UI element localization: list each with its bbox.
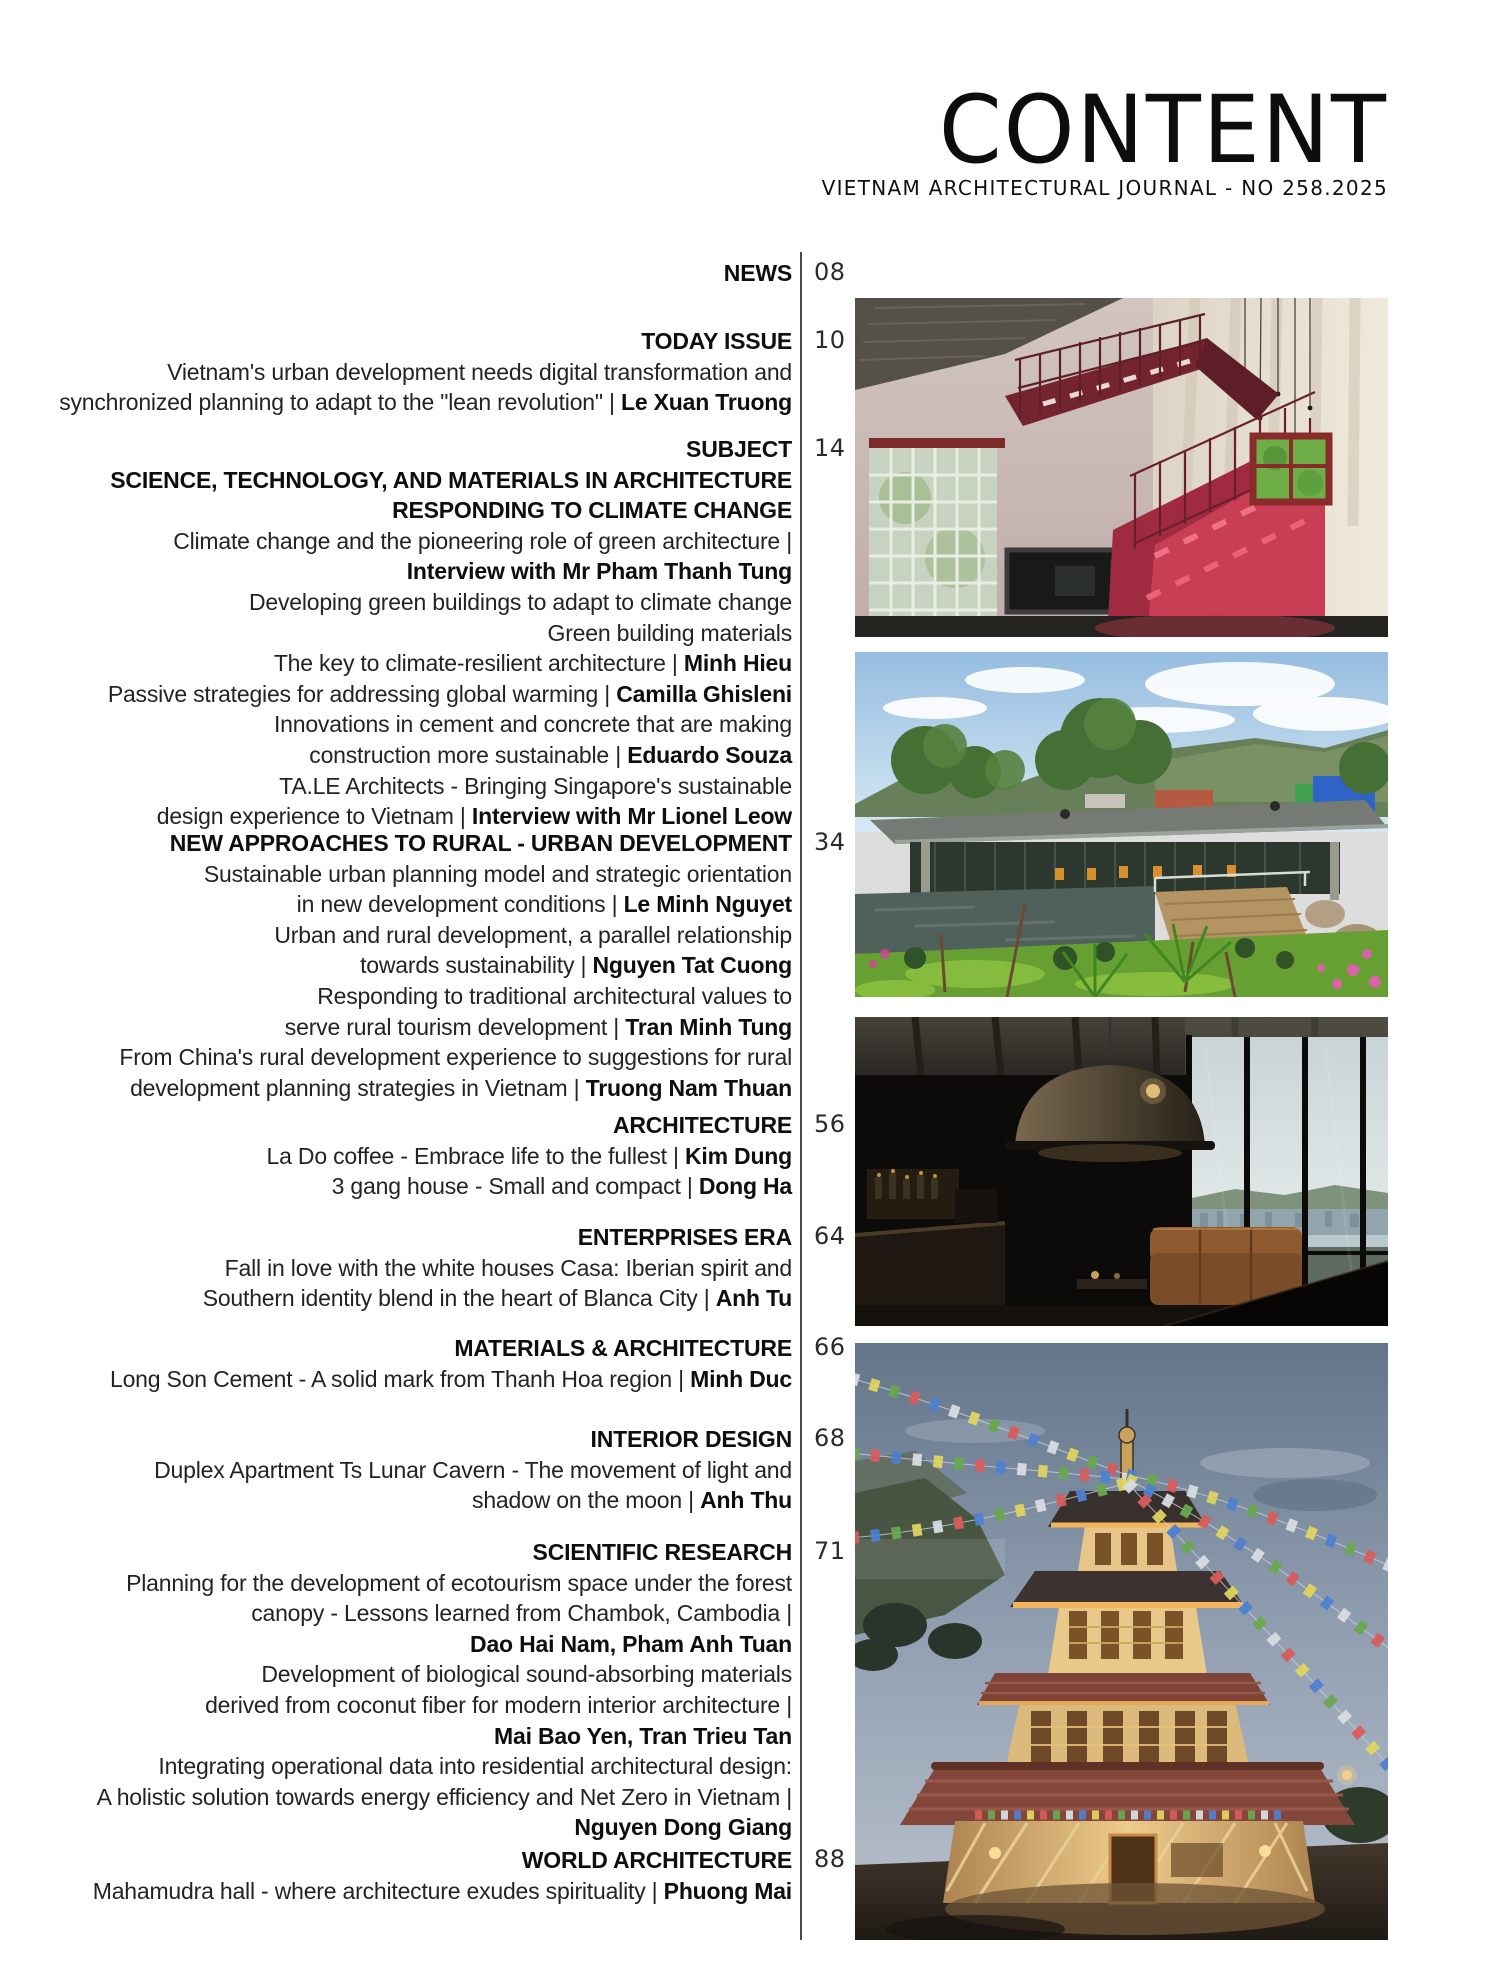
loft-illustration	[855, 1017, 1388, 1326]
toc-line: TA.LE Architects - Bringing Singapore's sustainable	[279, 772, 792, 799]
section-title: NEWS	[723, 260, 792, 286]
toc-line: canopy - Lessons learned from Chambok, Cambodia |	[251, 1600, 792, 1627]
toc-line: Passive strategies for addressing global warming | Camilla Ghisleni	[107, 680, 792, 707]
toc-line: Mahamudra hall - where architecture exudes spirituality | Phuong Mai	[92, 1877, 792, 1904]
photo-green-roof-pavilion	[855, 652, 1388, 997]
vertical-divider	[800, 252, 802, 1940]
section-title: INTERIOR DESIGN	[590, 1426, 792, 1452]
toc-section-interior-design	[40, 1424, 792, 1516]
toc-line: Nguyen Dong Giang	[574, 1814, 792, 1841]
page-number: 34	[814, 828, 846, 856]
toc-section-scientific-research	[40, 1537, 792, 1843]
toc-line: shadow on the moon | Anh Thu	[472, 1487, 792, 1514]
page-number: 56	[814, 1110, 846, 1138]
toc-line: Long Son Cement - A solid mark from Thanh Hoa region | Minh Duc	[110, 1365, 792, 1392]
journal-subtitle: VIETNAM ARCHITECTURAL JOURNAL - NO 258.2025	[821, 176, 1388, 200]
section-title: SUBJECT	[686, 436, 792, 462]
toc-line: Vietnam's urban development needs digital transformation and	[167, 358, 792, 385]
toc-line: Sustainable urban planning model and strategic orientation	[203, 860, 792, 887]
toc-line: Green building materials	[547, 619, 792, 646]
page-number: 64	[814, 1222, 846, 1250]
toc-section-materials-architecture	[40, 1333, 792, 1394]
toc-line: Interview with Mr Pham Thanh Tung	[406, 558, 792, 585]
toc-section-architecture	[40, 1110, 792, 1202]
toc-line: Planning for the development of ecotourism space under the forest	[126, 1569, 792, 1596]
toc-line: development planning strategies in Vietnam | Truong Nam Thuan	[130, 1074, 792, 1101]
toc-line: Fall in love with the white houses Casa: Iberian spirit and	[224, 1254, 792, 1281]
toc-line: Innovations in cement and concrete that are making	[273, 711, 792, 738]
page-number: 66	[814, 1333, 846, 1361]
toc-section-enterprises-era	[40, 1222, 792, 1314]
photo-red-staircase-interior	[855, 298, 1388, 637]
section-title: ARCHITECTURE	[612, 1112, 792, 1138]
toc-line: in new development conditions | Le Minh Nguyet	[296, 891, 792, 918]
toc-line: construction more sustainable | Eduardo Souza	[309, 741, 792, 768]
toc-line: serve rural tourism development | Tran Minh Tung	[284, 1013, 792, 1040]
photo-dark-loft-interior	[855, 1017, 1388, 1326]
section-title: NEW APPROACHES TO RURAL - URBAN DEVELOPMENT	[169, 830, 792, 856]
section-title: TODAY ISSUE	[641, 328, 792, 354]
staircase-illustration	[855, 298, 1388, 637]
toc-section-world-architecture	[40, 1845, 792, 1906]
toc-section-today-issue	[40, 326, 792, 418]
photo-mahamudra-temple-dusk	[855, 1343, 1388, 1940]
page-number: 08	[814, 258, 846, 286]
page-number: 88	[814, 1845, 846, 1873]
section-title: SCIENTIFIC RESEARCH	[532, 1539, 792, 1565]
toc-line: SCIENCE, TECHNOLOGY, AND MATERIALS IN ARCHITECTURE	[110, 466, 792, 493]
toc-section-rural-urban	[40, 828, 792, 1103]
page-number: 71	[814, 1537, 846, 1565]
toc-line: towards sustainability | Nguyen Tat Cuong	[360, 952, 792, 979]
toc-line: Developing green buildings to adapt to climate change	[248, 588, 792, 615]
toc-line: From China's rural development experience to suggestions for rural	[119, 1044, 792, 1071]
toc-line: 3 gang house - Small and compact | Dong Ha	[331, 1173, 792, 1200]
toc-line: design experience to Vietnam | Interview with Mr Lionel Leow	[156, 803, 792, 830]
toc-line: Integrating operational data into residential architectural design:	[158, 1753, 792, 1780]
toc-line: Development of biological sound-absorbing materials	[261, 1661, 792, 1688]
toc-line: Duplex Apartment Ts Lunar Cavern - The movement of light and	[154, 1456, 792, 1483]
toc-line: A holistic solution towards energy efficiency and Net Zero in Vietnam |	[96, 1783, 792, 1810]
page-number: 10	[814, 326, 846, 354]
toc-section-news	[40, 258, 792, 289]
toc-line: Responding to traditional architectural values to	[317, 982, 792, 1009]
pavilion-illustration	[855, 652, 1388, 997]
section-title: ENTERPRISES ERA	[577, 1224, 792, 1250]
section-title: WORLD ARCHITECTURE	[521, 1847, 792, 1873]
toc-line: Climate change and the pioneering role of green architecture |	[173, 527, 792, 554]
page-number: 14	[814, 434, 846, 462]
page-title: CONTENT	[938, 75, 1388, 185]
toc-section-subject	[40, 434, 792, 832]
toc-line: La Do coffee - Embrace life to the fullest | Kim Dung	[266, 1142, 792, 1169]
toc-line: Urban and rural development, a parallel relationship	[274, 921, 792, 948]
toc-line: RESPONDING TO CLIMATE CHANGE	[392, 497, 792, 524]
page-number: 68	[814, 1424, 846, 1452]
toc-line: Dao Hai Nam, Pham Anh Tuan	[470, 1630, 792, 1657]
toc-line: The key to climate-resilient architecture | Minh Hieu	[273, 650, 792, 677]
toc-line: derived from coconut fiber for modern interior architecture |	[205, 1691, 792, 1718]
toc-line: synchronized planning to adapt to the "lean revolution" | Le Xuan Truong	[59, 389, 792, 416]
toc-line: Southern identity blend in the heart of Blanca City | Anh Tu	[202, 1285, 792, 1312]
temple-illustration	[855, 1343, 1388, 1940]
section-title: MATERIALS & ARCHITECTURE	[454, 1335, 792, 1361]
toc-line: Mai Bao Yen, Tran Trieu Tan	[494, 1722, 792, 1749]
